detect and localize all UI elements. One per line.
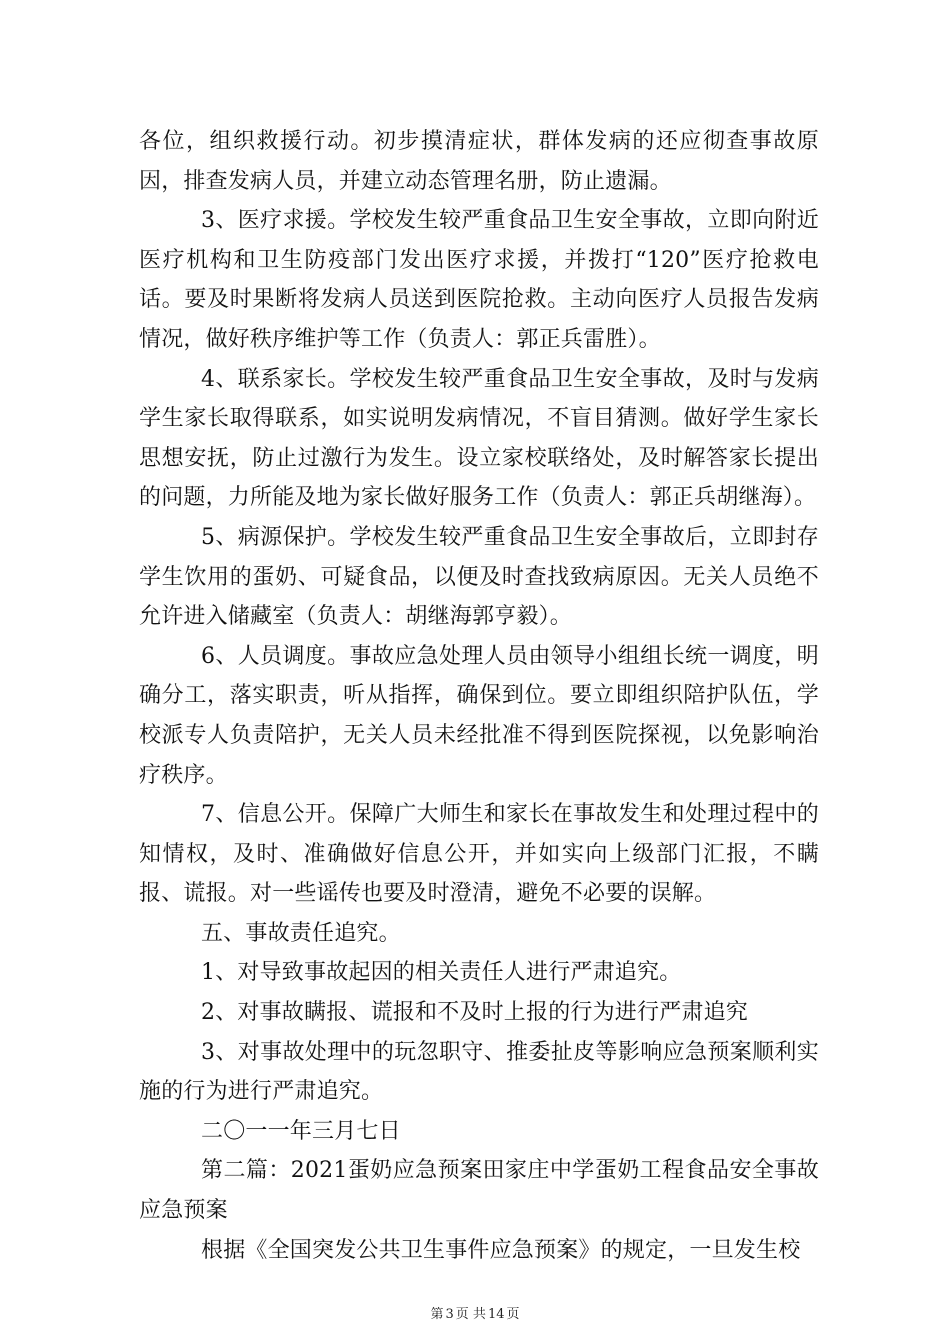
document-date: 二〇一一年三月七日 — [201, 1118, 401, 1144]
second-article-title: 第二篇：2021蛋奶应急预案田家庄中学蛋奶工程食品安全事故应急预案 — [139, 1158, 819, 1224]
paragraph-source-protection: 5、病源保护。学校发生较严重食品卫生安全事故后，立即封存学生饮用的蛋奶、可疑食品，以便及时查找致病原因。无关人员绝不允许进入储藏室（负责人：胡继海郭亨毅）。 — [139, 524, 819, 630]
footer-total-pages: 14 — [487, 1307, 505, 1322]
accountability-item-1: 1、对导致事故起因的相关责任人进行严肃追究。 — [201, 960, 682, 986]
page-footer — [0, 1303, 950, 1322]
footer-prefix: 第 — [430, 1307, 444, 1322]
accountability-item-3: 3、对事故处理中的玩忽职守、推委扯皮等影响应急预案顺利实施的行为进行严肃追究。 — [139, 1039, 819, 1105]
paragraph-contact-parents: 4、联系家长。学校发生较严重食品卫生安全事故，及时与发病学生家长取得联系，如实说明发病情况，不盲目猜测。做好学生家长思想安抚，防止过激行为发生。设立家校联络处，及时解答家长提出的问题，力所能及地为家长做好服务工作（负责人：郭正兵胡继海）。 — [139, 366, 819, 511]
footer-current-page: 3 — [445, 1307, 454, 1322]
section-heading-accountability: 五、事故责任追究。 — [201, 920, 401, 946]
footer-suffix: 页 — [506, 1307, 520, 1322]
document-body — [139, 122, 819, 1270]
paragraph-basis: 根据《全国突发公共卫生事件应急预案》的规定，一旦发生校 — [201, 1237, 801, 1263]
paragraph-information-disclosure: 7、信息公开。保障广大师生和家长在事故发生和处理过程中的知情权，及时、准确做好信息公开，并如实向上级部门汇报，不瞒报、谎报。对一些谣传也要及时澄清，避免不必要的误解。 — [139, 802, 819, 907]
paragraph-staff-dispatch: 6、人员调度。事故应急处理人员由领导小组组长统一调度，明确分工，落实职责，听从指挥，确保到位。要立即组织陪护队伍，学校派专人负责陪护，无关人员未经批准不得到医院探视，以免影响治疗秩序。 — [139, 643, 819, 788]
footer-middle: 页 共 — [455, 1307, 486, 1322]
paragraph-continuation: 各位，组织救援行动。初步摸清症状，群体发病的还应彻查事故原因，排查发病人员，并建立动态管理名册，防止遗漏。 — [139, 129, 819, 194]
paragraph-medical-aid: 3、医疗求援。学校发生较严重食品卫生安全事故，立即向附近医疗机构和卫生防疫部门发出医疗求援，并拨打“120”医疗抢救电话。要及时果断将发病人员送到医院抢救。主动向医疗人员报告发病情况，做好秩序维护等工作（负责人：郭正兵雷胜）。 — [139, 208, 819, 352]
accountability-item-2: 2、对事故瞒报、谎报和不及时上报的行为进行严肃追究 — [201, 1000, 748, 1026]
